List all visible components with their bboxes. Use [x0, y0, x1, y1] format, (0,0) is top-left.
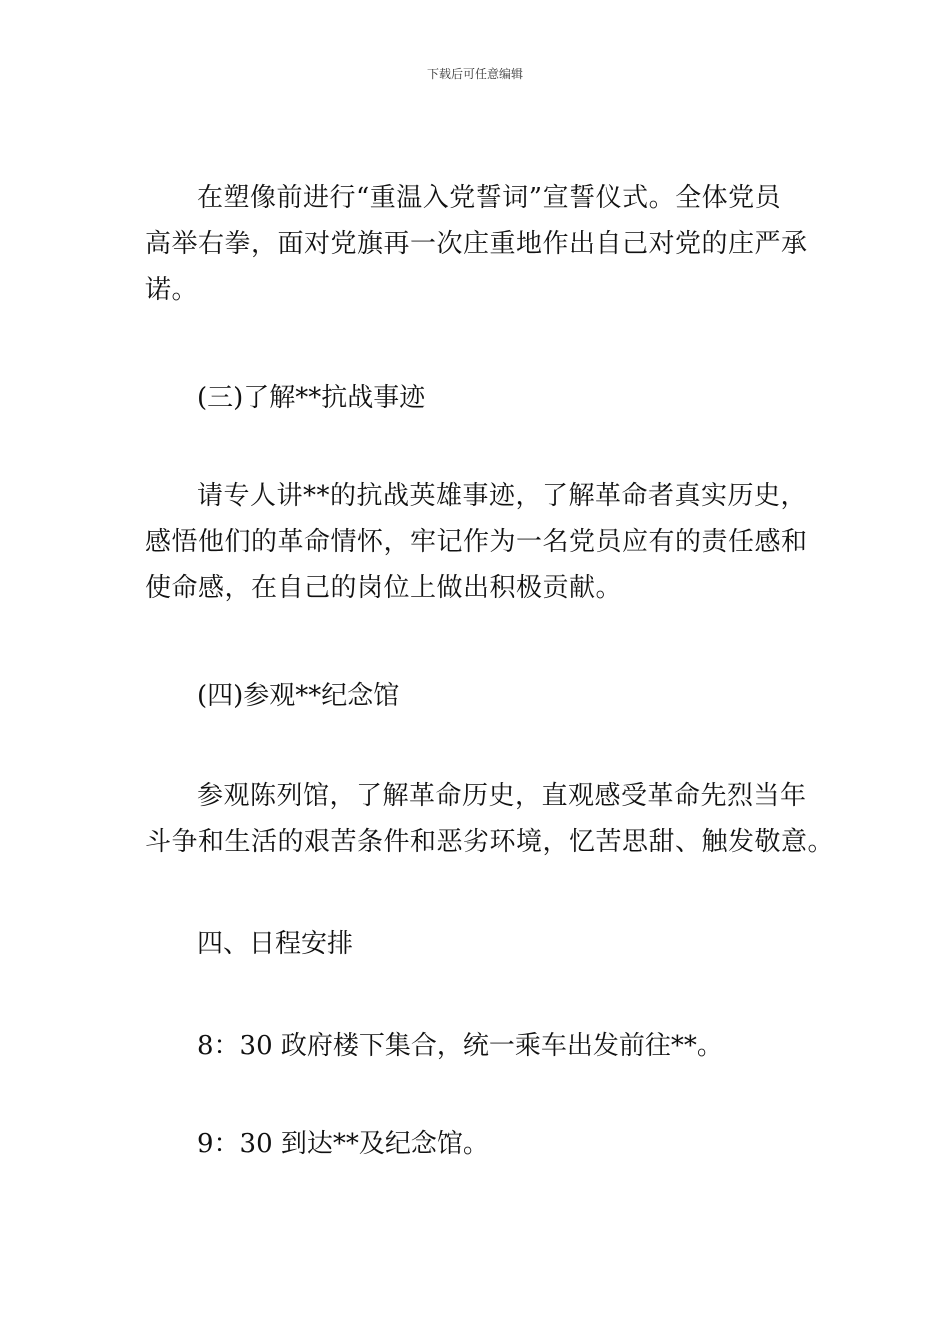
header-note: 下载后可任意编辑 — [426, 67, 523, 81]
schedule-item: 9：30 到达**及纪念馆。 — [197, 1129, 489, 1159]
paragraph-line: 参观陈列馆，了解革命历史，直观感受革命先烈当年 — [197, 781, 807, 811]
paragraph-line: 高举右拳，面对党旗再一次庄重地作出自己对党的庄严承 — [145, 229, 808, 259]
paragraph-line: 使命感，在自己的岗位上做出积极贡献。 — [145, 573, 623, 603]
paragraph-war-stories — [145, 473, 810, 611]
paragraph-line: 请专人讲**的抗战英雄事迹，了解革命者真实历史， — [197, 481, 808, 511]
paragraph-oath-ceremony — [145, 175, 810, 313]
subheading-four: (四)参观**纪念馆 — [197, 681, 400, 711]
section-heading-schedule: 四、日程安排 — [197, 929, 354, 959]
subheading-three: (三)了解**抗战事迹 — [197, 383, 426, 413]
paragraph-line: 在塑像前进行“重温入党誓词”宣誓仪式。全体党员 — [197, 183, 782, 213]
paragraph-line: 诺。 — [145, 275, 199, 305]
schedule-item: 8：30 政府楼下集合，统一乘车出发前往**。 — [197, 1031, 723, 1061]
paragraph-memorial-visit — [145, 773, 835, 865]
paragraph-line: 斗争和生活的艰苦条件和恶劣环境，忆苦思甜、触发敬意。 — [145, 827, 835, 857]
paragraph-line: 感悟他们的革命情怀，牢记作为一名党员应有的责任感和 — [145, 527, 808, 557]
